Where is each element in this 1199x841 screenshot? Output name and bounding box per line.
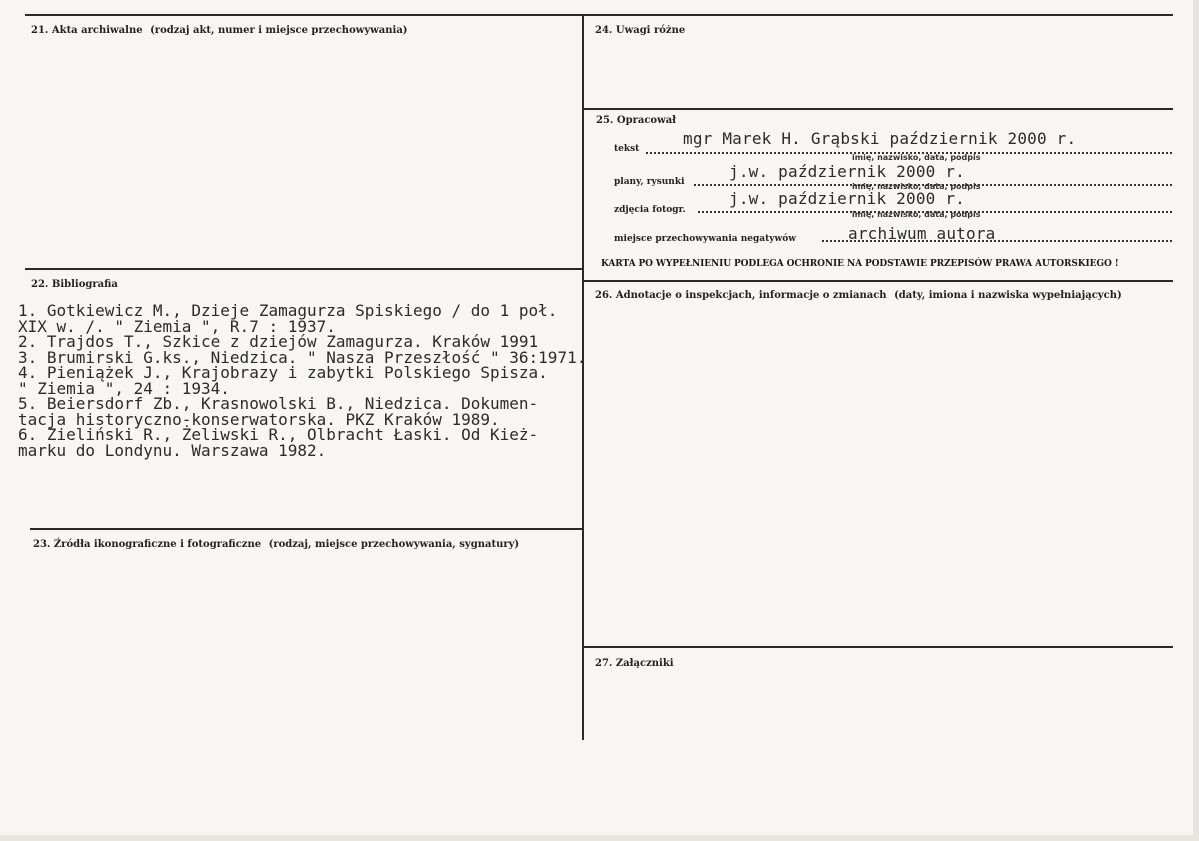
copyright-notice: KARTA PO WYPEŁNIENIU PODLEGA OCHRONIE NA PODSTAWIE PRZEPISÓW PRAWA AUTORSKIEGO ! [601, 259, 1119, 269]
section-27-title: 27. Załączniki [595, 658, 674, 669]
section-24-title: 24. Uwagi różne [595, 25, 686, 36]
rule-24-25 [583, 108, 1173, 110]
rule-22-23 [30, 528, 583, 530]
rule-26-27 [583, 646, 1173, 648]
bibliography-line: 1. Gotkiewicz M., Dzieje Zamagurza Spiskiego / do 1 poł. [18, 301, 558, 320]
section-21-sub: (rodzaj akt, numer i miejsce przechowywania) [150, 25, 408, 36]
rule-25-26 [583, 280, 1173, 282]
zdjecia-caption: imię, nazwisko, data, podpis [852, 210, 981, 219]
bibliography-line: 2. Trajdos T., Szkice z dziejów Zamagurza. Kraków 1991 [18, 332, 539, 351]
plany-label: plany, rysunki [614, 177, 685, 187]
section-23-label: 23. Źródła ikonograficzne i fotograficzne [33, 539, 262, 550]
plany-value: j.w. październik 2000 r. [729, 162, 965, 181]
bibliography-line: marku do Londynu. Warszawa 1982. [18, 440, 327, 460]
zdjecia-label: zdjęcia fotogr. [614, 205, 686, 215]
bibliography-line: 4. Pieniążek J., Krajobrazy i zabytki Polskiego Spisza. [18, 363, 548, 382]
section-26-title [595, 290, 1122, 301]
card-edge-right [1193, 0, 1199, 841]
bibliography-line: tacja historyczno-konserwatorska. PKZ Kraków 1989. [18, 409, 500, 429]
section-21-title [31, 25, 408, 36]
section-22-title: 22. Bibliografia [31, 279, 118, 290]
miejsce-label: miejsce przechowywania negatywów [614, 234, 796, 244]
zdjecia-value: j.w. październik 2000 r. [729, 189, 965, 208]
tekst-caption: imię, nazwisko, data, podpis [852, 153, 981, 162]
section-23-title [33, 539, 519, 550]
section-26-label: 26. Adnotacje o inspekcjach, informacje o zmianach [595, 290, 887, 301]
card-edge-bottom [0, 835, 1199, 841]
section-21-label: 21. Akta archiwalne [31, 25, 143, 36]
plany-caption: imię, nazwisko, data, podpis [852, 182, 981, 191]
tekst-label: tekst [614, 144, 640, 154]
rule-21-22 [25, 268, 583, 270]
bibliography-list [18, 303, 586, 458]
tekst-value: mgr Marek H. Grąbski październik 2000 r. [683, 129, 1077, 148]
bibliography-line: XIX w. /. " Ziemia ", R.7 : 1937. [18, 316, 336, 336]
top-rule [25, 14, 1173, 16]
section-23-sub: (rodzaj, miejsce przechowywania, sygnatury) [268, 539, 520, 550]
bibliography-line: " Ziemia ", 24 : 1934. [18, 378, 230, 398]
bibliography-line: 6. Zieliński R., Żeliwski R., Olbracht Łaski. Od Kież- [18, 425, 539, 444]
bibliography-line: 3. Brumirski G.ks., Niedzica. " Nasza Przeszłość " 36:1971. [18, 347, 587, 367]
bibliography-line: 5. Beiersdorf Zb., Krasnowolski B., Niedzica. Dokumen- [18, 394, 539, 413]
miejsce-value: archiwum autora [848, 224, 996, 243]
section-26-sub: (daty, imiona i nazwiska wypełniających) [894, 290, 1122, 301]
section-25-title: 25. Opracował [596, 115, 677, 126]
